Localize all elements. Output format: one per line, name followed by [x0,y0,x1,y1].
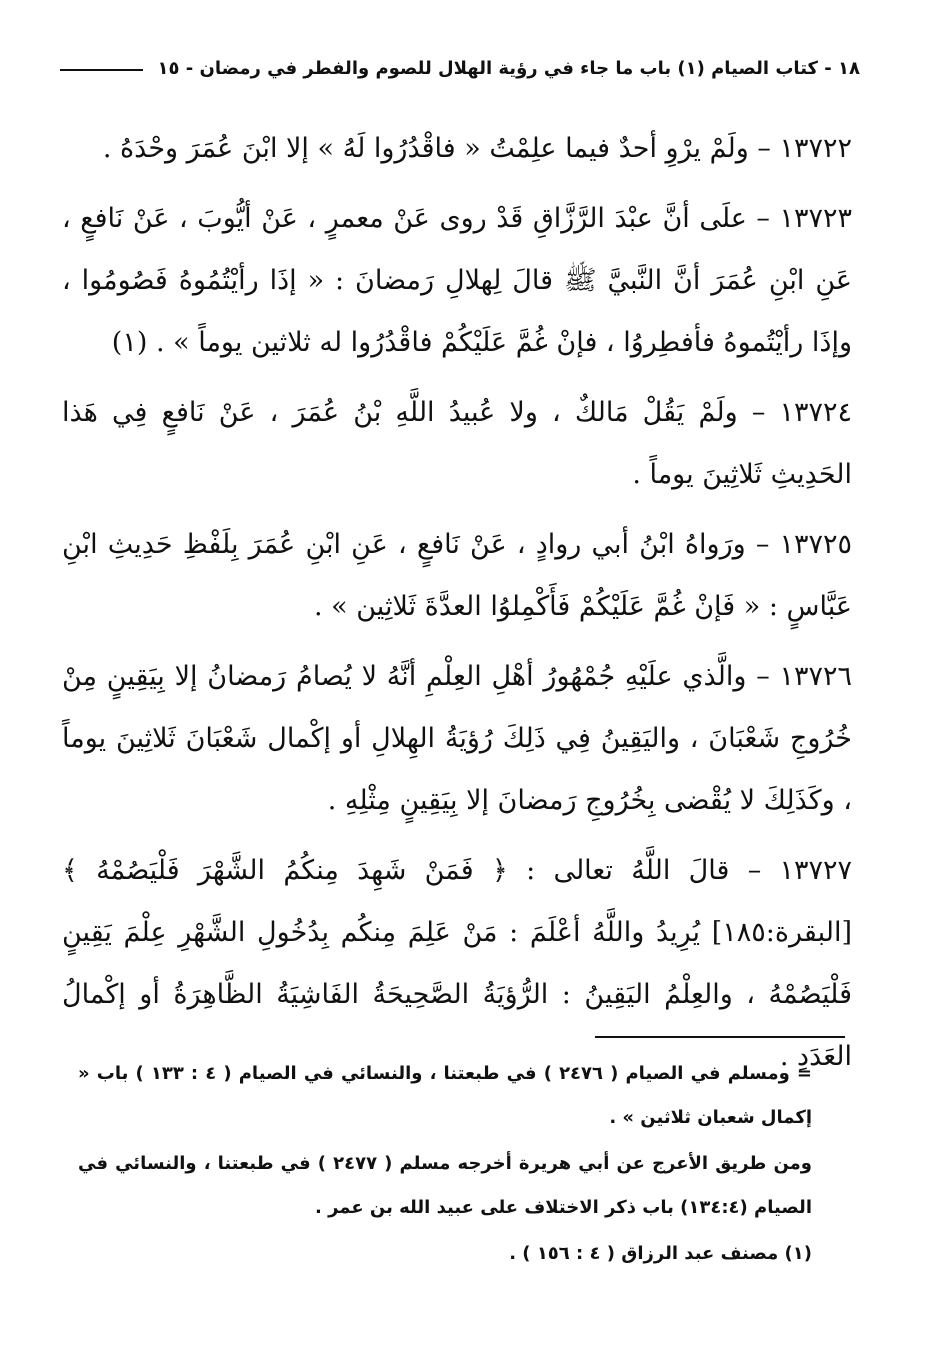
paragraph-13726: ١٣٧٢٦ – والَّذي علَيْهِ جُمْهُورُ أهْلِ العِلْمِ أنَّهُ لا يُصامُ رَمضانُ إلا بِيَقِينٍ مِنْ خُرُوجِ شَعْبَانَ ، واليَقِينُ فِي ذَلِكَ رُؤيَةُ الهِلالِ أو إكْمال شَعْبَانَ ثَلاثِينَ يوماً ، وكَذَلِكَ لا يُقْضى بِخُرُوجِ رَمضانَ إلا بِيَقِينٍ مِثْلِهِ . [62,661,852,816]
footnote-continuation: = ومسلم في الصيام ( ٢٤٧٦ ) في طبعتنا ، والنسائي في الصيام ( ٤ : ١٣٣ ) باب « إكمال شعبان ثلاثين » . [78,1063,813,1128]
paragraph-13722: ١٣٧٢٢ – ولَمْ يرْوِ أحدٌ فيما علِمْتُ « فاقْدُرُوا لَهُ » إلا ابْنَ عُمَرَ وحْدَهُ . [102,133,852,164]
footnote-continuation-2: ومن طريق الأعرج عن أبي هريرة أخرجه مسلم ( ٢٤٧٧ ) في طبعتنا ، والنسائي في الصيام (١٣٤:٤) باب ذكر الاختلاف على عبيد الله بن عمر . [78,1153,812,1218]
paragraph-13724: ١٣٧٢٤ – ولَمْ يَقُلْ مَالكٌ ، ولا عُبيدُ اللَّهِ بْنُ عُمَرَ ، عَنْ نَافعٍ فِي هَذا الحَدِيثِ ثَلاثِينَ يوماً . [62,397,852,490]
running-header-text: ١٨ - كتاب الصيام (١) باب ما جاء في رؤية الهلال للصوم والفطر في رمضان - ١٥ [157,58,860,79]
footnote-1: (١) مصنف عبد الرزاق ( ٤ : ١٥٦ ) . [509,1243,812,1264]
paragraph-13723: ١٣٧٢٣ – علَى أنَّ عبْدَ الرَّزَّاقِ قَدْ روى عَنْ معمرٍ ، عَنْ أيُّوبَ ، عَنْ نَافعٍ ، عَنِ ابْنِ عُمَرَ أنَّ النَّبيَّ ﷺ قالَ لِهلالِ رَمضانَ : « إذَا رأيْتُمُوهُ فَصُومُوا ، وإذَا رأيْتُموهُ فأفطِروُا ، فإنْ غُمَّ عَلَيْكُمْ فاقْدُرُوا له ثلاثين يوماً » . (١) [62,203,852,358]
footnotes [78,1052,812,1278]
header-rule [60,69,143,71]
main-text [62,118,852,1096]
paragraph-13725: ١٣٧٢٥ – ورَواهُ ابْنُ أبي روادٍ ، عَنْ نَافعٍ ، عَنِ ابْنِ عُمَرَ بِلَفْظِ حَدِيثِ ابْنِ عَبَّاسٍ : « فَإنْ غُمَّ عَلَيْكُمْ فَأَكْمِلوُا العدَّةَ ثَلاثِين » . [62,529,852,622]
running-header [60,58,860,79]
paragraph-13727: ١٣٧٢٧ – قالَ اللَّهُ تعالى : ﴿ فَمَنْ شَهِدَ مِنكُمُ الشَّهْرَ فَلْيَصُمْهُ ﴾ [البقرة:١٨٥] يُرِيدُ واللَّهُ أعْلَمَ : مَنْ عَلِمَ مِنكُم بِدُخُولِ الشَّهْرِ عِلْمَ يَقِينٍ فَلْيَصُمْهُ ، والعِلْمُ اليَقِينُ : الرُّؤيَةُ الصَّحِيحَةُ الفَاشِيَةُ الظَّاهِرَةُ أو إكْمالُ العَدَدِ . [62,855,852,1072]
footnote-divider [595,1036,845,1038]
